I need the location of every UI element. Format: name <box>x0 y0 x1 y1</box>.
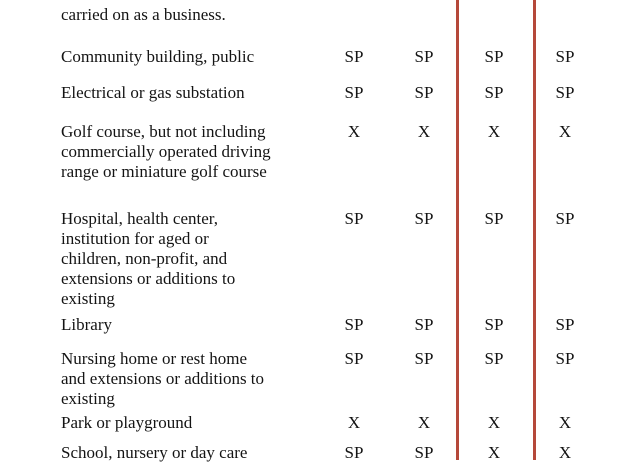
table-row-use <box>61 122 291 182</box>
use-text-line: Nursing home or rest home <box>61 349 248 368</box>
table-row-use <box>61 443 291 463</box>
district-divider-line-right <box>533 0 536 460</box>
district-divider-line-left <box>456 0 459 460</box>
use-text-line: Hospital, health center, <box>61 209 218 228</box>
table-cell-value: SP <box>344 209 364 228</box>
table-cell-value: X <box>487 122 501 141</box>
table-cell-value: X <box>417 122 431 141</box>
table-cell-value: SP <box>555 47 575 66</box>
use-text-line: range or miniature golf course <box>61 162 267 181</box>
table-cell-value: SP <box>344 443 364 462</box>
table-cell-value: X <box>487 443 501 462</box>
use-text-line: Park or playground <box>61 413 193 432</box>
table-cell-value: SP <box>484 209 504 228</box>
use-text-line: Community building, public <box>61 47 255 66</box>
use-text-line: School, nursery or day care <box>61 443 248 462</box>
table-cell-value: SP <box>414 443 434 462</box>
table-cell-value: SP <box>555 315 575 334</box>
use-text-line: Library <box>61 315 112 334</box>
table-cell-value: X <box>558 443 572 462</box>
use-text-line: Electrical or gas substation <box>61 83 245 102</box>
table-row-use <box>61 83 291 103</box>
table-cell-value: SP <box>344 315 364 334</box>
table-cell-value: SP <box>414 47 434 66</box>
table-cell-value: X <box>347 122 361 141</box>
use-text-line: Golf course, but not including <box>61 122 266 141</box>
use-text-line: extensions or additions to <box>61 269 236 288</box>
table-row-use <box>61 209 291 309</box>
use-text-line: existing <box>61 389 115 408</box>
table-cell-value: SP <box>484 83 504 102</box>
table-cell-value: X <box>487 413 501 432</box>
table-cell-value: SP <box>344 349 364 368</box>
table-cell-value: X <box>558 122 572 141</box>
table-cell-value: SP <box>414 83 434 102</box>
table-cell-value: SP <box>555 83 575 102</box>
use-text-line: institution for aged or <box>61 229 209 248</box>
table-cell-value: SP <box>344 47 364 66</box>
table-cell-value: SP <box>484 349 504 368</box>
use-text-line: children, non-profit, and <box>61 249 228 268</box>
table-row-use <box>61 47 291 67</box>
table-row-use <box>61 5 291 25</box>
table-cell-value: X <box>347 413 361 432</box>
table-row-use <box>61 315 291 335</box>
use-text-line: and extensions or additions to <box>61 369 265 388</box>
use-text-line: commercially operated driving <box>61 142 271 161</box>
use-text-line: carried on as a business. <box>61 5 226 24</box>
table-cell-value: SP <box>555 209 575 228</box>
table-cell-value: SP <box>344 83 364 102</box>
table-cell-value: SP <box>414 209 434 228</box>
table-cell-value: SP <box>484 315 504 334</box>
table-cell-value: SP <box>414 315 434 334</box>
table-cell-value: X <box>558 413 572 432</box>
table-row-use <box>61 349 291 409</box>
table-cell-value: SP <box>555 349 575 368</box>
table-cell-value: SP <box>484 47 504 66</box>
table-row-use <box>61 413 291 433</box>
use-text-line: existing <box>61 289 115 308</box>
table-cell-value: X <box>417 413 431 432</box>
table-cell-value: SP <box>414 349 434 368</box>
